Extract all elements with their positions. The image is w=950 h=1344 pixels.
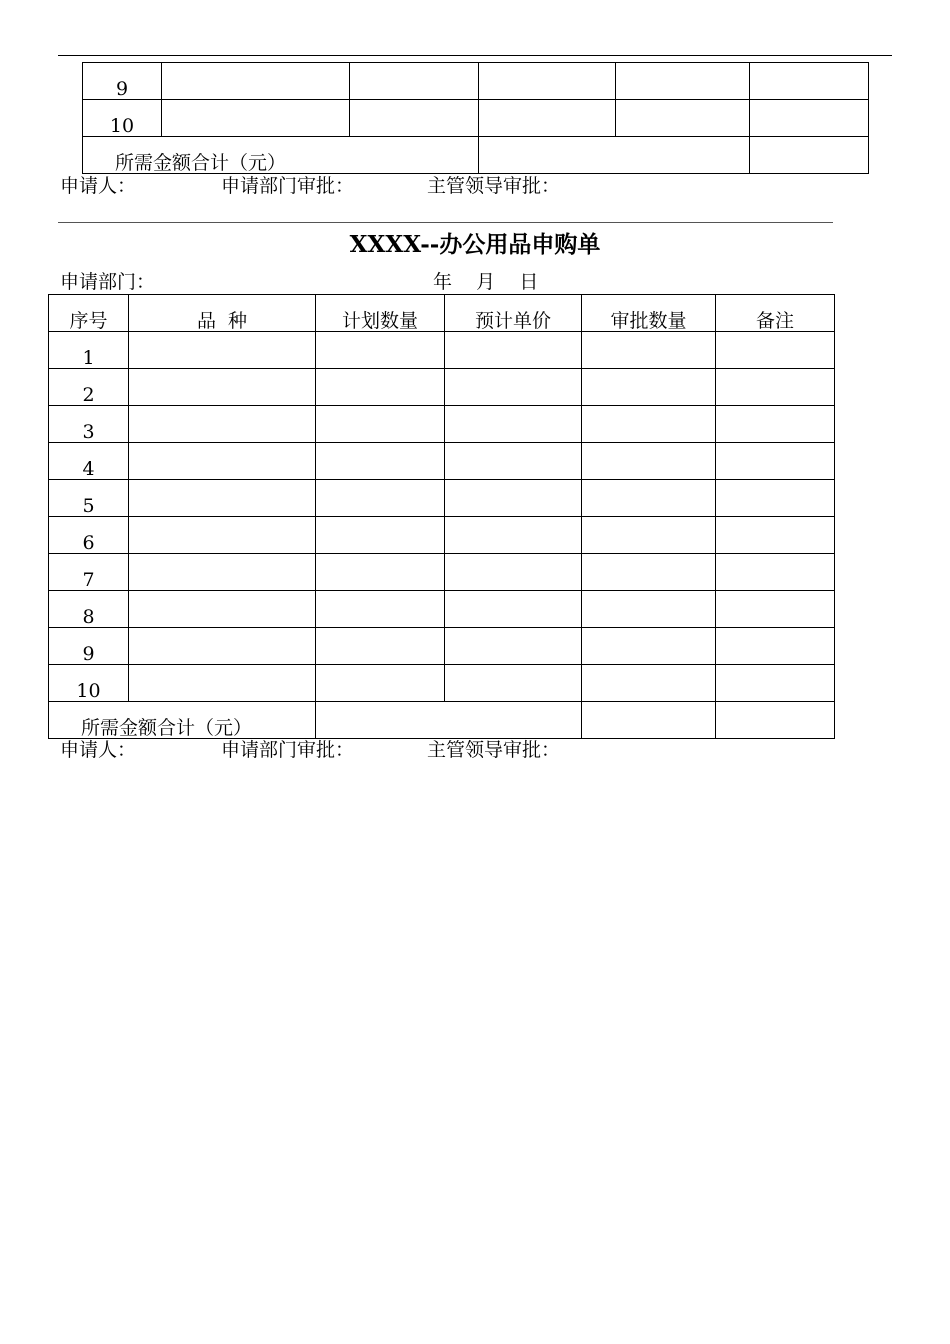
approved-qty-cell[interactable]	[582, 554, 716, 591]
table-row	[49, 554, 835, 591]
separator-rule	[58, 222, 833, 223]
est-price-cell[interactable]	[479, 63, 616, 100]
item-cell[interactable]	[162, 100, 350, 137]
est-price-cell[interactable]	[445, 443, 582, 480]
planned-qty-cell[interactable]	[316, 332, 445, 369]
row-number: 10	[49, 665, 129, 702]
row-number: 8	[49, 591, 129, 628]
row-number: 7	[49, 554, 129, 591]
remark-cell[interactable]	[716, 406, 835, 443]
row-number: 9	[49, 628, 129, 665]
est-price-cell[interactable]	[445, 628, 582, 665]
approved-qty-cell[interactable]	[582, 480, 716, 517]
approved-qty-cell[interactable]	[582, 702, 716, 739]
planned-qty-cell[interactable]	[350, 63, 479, 100]
approved-qty-cell[interactable]	[582, 406, 716, 443]
est-price-cell[interactable]	[445, 517, 582, 554]
planned-qty-cell[interactable]	[316, 554, 445, 591]
dept-approval-label: 申请部门审批：	[221, 739, 355, 761]
est-price-cell[interactable]	[445, 554, 582, 591]
planned-qty-cell[interactable]	[316, 517, 445, 554]
planned-qty-cell[interactable]	[316, 665, 445, 702]
header-row	[49, 295, 835, 332]
row-number: 6	[49, 517, 129, 554]
est-price-cell[interactable]	[445, 406, 582, 443]
department-label: 申请部门：	[60, 271, 156, 293]
header-item: 品 种	[129, 295, 316, 332]
planned-qty-cell[interactable]	[316, 369, 445, 406]
remark-cell[interactable]	[750, 63, 869, 100]
row-number: 1	[49, 332, 129, 369]
dept-approval-label: 申请部门审批：	[221, 175, 355, 197]
planned-qty-cell[interactable]	[316, 480, 445, 517]
item-cell[interactable]	[129, 332, 316, 369]
total-amount-cell[interactable]	[479, 137, 750, 174]
table-row	[49, 406, 835, 443]
row-number: 2	[49, 369, 129, 406]
approved-qty-cell[interactable]	[582, 443, 716, 480]
header-remark: 备注	[716, 295, 835, 332]
approved-qty-cell[interactable]	[582, 665, 716, 702]
table-row	[49, 665, 835, 702]
remark-cell[interactable]	[716, 332, 835, 369]
item-cell[interactable]	[129, 369, 316, 406]
est-price-cell[interactable]	[445, 369, 582, 406]
item-cell[interactable]	[129, 517, 316, 554]
header-seq: 序号	[49, 295, 129, 332]
planned-qty-cell[interactable]	[316, 443, 445, 480]
approved-qty-cell[interactable]	[616, 100, 750, 137]
item-cell[interactable]	[129, 480, 316, 517]
item-cell[interactable]	[162, 63, 350, 100]
header-planned-qty: 计划数量	[316, 295, 445, 332]
est-price-cell[interactable]	[479, 100, 616, 137]
item-cell[interactable]	[129, 554, 316, 591]
remark-cell[interactable]	[716, 443, 835, 480]
item-cell[interactable]	[129, 443, 316, 480]
remark-cell[interactable]	[750, 100, 869, 137]
remark-cell[interactable]	[716, 702, 835, 739]
leader-approval-label: 主管领导审批：	[427, 175, 561, 197]
planned-qty-cell[interactable]	[350, 100, 479, 137]
remark-cell[interactable]	[716, 480, 835, 517]
leader-approval-label: 主管领导审批：	[427, 739, 561, 761]
purchase-request-table	[48, 294, 835, 739]
row-number: 4	[49, 443, 129, 480]
total-label: 所需金额合计（元）	[49, 702, 316, 739]
table-row	[83, 63, 869, 100]
approved-qty-cell[interactable]	[582, 332, 716, 369]
approved-qty-cell[interactable]	[750, 137, 869, 174]
header-rule	[58, 55, 892, 56]
applicant-label: 申请人：	[60, 739, 137, 761]
table-row	[49, 480, 835, 517]
form-title: XXXX--办公用品申购单	[349, 231, 601, 258]
header-est-price: 预计单价	[445, 295, 582, 332]
applicant-label: 申请人：	[60, 175, 137, 197]
table-row	[49, 591, 835, 628]
total-row	[83, 137, 869, 174]
remark-cell[interactable]	[716, 554, 835, 591]
item-cell[interactable]	[129, 665, 316, 702]
table-row	[49, 517, 835, 554]
approved-qty-cell[interactable]	[582, 369, 716, 406]
planned-qty-cell[interactable]	[316, 628, 445, 665]
remark-cell[interactable]	[716, 517, 835, 554]
table-row	[49, 369, 835, 406]
row-number: 10	[83, 100, 162, 137]
remark-cell[interactable]	[716, 665, 835, 702]
est-price-cell[interactable]	[445, 332, 582, 369]
est-price-cell[interactable]	[445, 665, 582, 702]
table-row	[83, 100, 869, 137]
total-amount-cell[interactable]	[316, 702, 582, 739]
est-price-cell[interactable]	[445, 591, 582, 628]
header-approved-qty: 审批数量	[582, 295, 716, 332]
item-cell[interactable]	[129, 591, 316, 628]
approved-qty-cell[interactable]	[582, 628, 716, 665]
approved-qty-cell[interactable]	[582, 591, 716, 628]
item-cell[interactable]	[129, 628, 316, 665]
remark-cell[interactable]	[716, 369, 835, 406]
top-fragment-table	[82, 62, 869, 174]
table-row	[49, 628, 835, 665]
total-row	[49, 702, 835, 739]
date-label: 年 月 日	[433, 271, 539, 293]
table-row	[49, 443, 835, 480]
total-label: 所需金额合计（元）	[83, 137, 479, 174]
approved-qty-cell[interactable]	[616, 63, 750, 100]
remark-cell[interactable]	[716, 591, 835, 628]
row-number: 9	[83, 63, 162, 100]
est-price-cell[interactable]	[445, 480, 582, 517]
table-row	[49, 332, 835, 369]
row-number: 3	[49, 406, 129, 443]
planned-qty-cell[interactable]	[316, 406, 445, 443]
row-number: 5	[49, 480, 129, 517]
remark-cell[interactable]	[716, 628, 835, 665]
item-cell[interactable]	[129, 406, 316, 443]
planned-qty-cell[interactable]	[316, 591, 445, 628]
approved-qty-cell[interactable]	[582, 517, 716, 554]
